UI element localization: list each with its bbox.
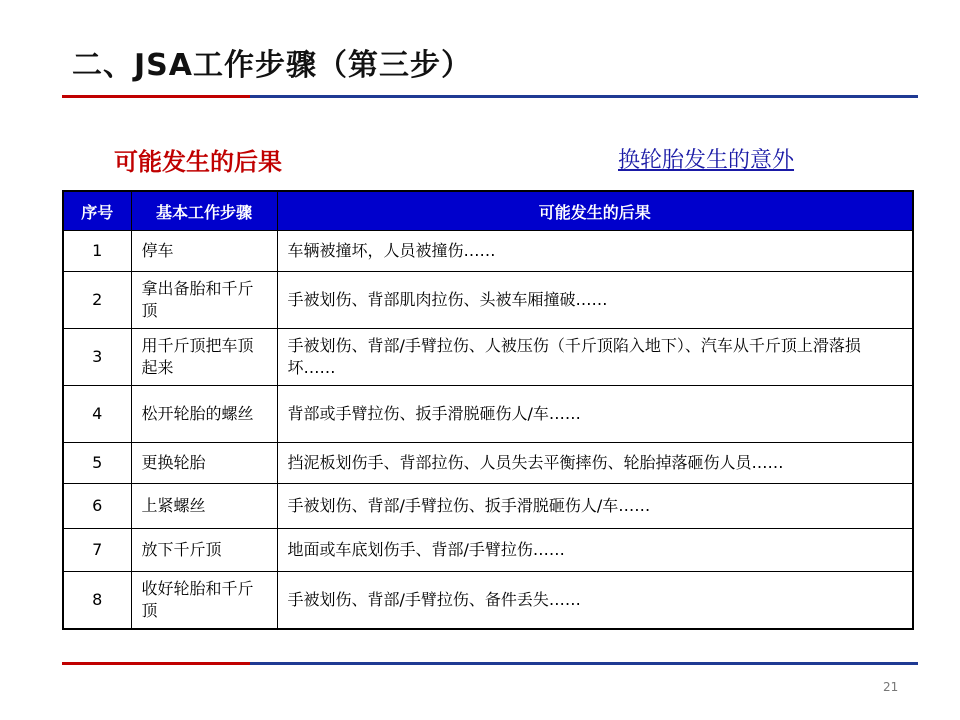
page-number: 21: [883, 680, 899, 694]
row-number: 3: [63, 329, 131, 386]
table-row: [63, 443, 913, 484]
row-consequence: 手被划伤、背部/手臂拉伤、人被压伤（千斤顶陷入地下）、汽车从千斤顶上滑落损坏……: [277, 329, 913, 386]
row-step: 用千斤顶把车顶起来: [131, 329, 277, 386]
row-number: 2: [63, 272, 131, 329]
table-header-row: [63, 191, 913, 231]
table-row: [63, 272, 913, 329]
row-consequence: 地面或车底划伤手、背部/手臂拉伤……: [277, 529, 913, 572]
table-row: [63, 529, 913, 572]
row-number: 8: [63, 572, 131, 630]
header-consequence: 可能发生的后果: [277, 191, 913, 231]
row-consequence: 车辆被撞坏，人员被撞伤……: [277, 231, 913, 272]
title-underline-blue: [250, 95, 918, 98]
row-step: 上紧螺丝: [131, 484, 277, 529]
jsa-table: [62, 190, 914, 630]
row-step: 松开轮胎的螺丝: [131, 386, 277, 443]
row-number: 5: [63, 443, 131, 484]
table-row: [63, 484, 913, 529]
row-step: 停车: [131, 231, 277, 272]
footer-rule-red: [62, 662, 250, 665]
row-step: 拿出备胎和千斤顶: [131, 272, 277, 329]
table-row: [63, 231, 913, 272]
row-number: 7: [63, 529, 131, 572]
table-row: [63, 386, 913, 443]
title-underline: [62, 95, 918, 98]
row-step: 收好轮胎和千斤顶: [131, 572, 277, 630]
row-step: 放下千斤顶: [131, 529, 277, 572]
row-consequence: 挡泥板划伤手、背部拉伤、人员失去平衡摔伤、轮胎掉落砸伤人员……: [277, 443, 913, 484]
row-consequence: 手被划伤、背部/手臂拉伤、扳手滑脱砸伤人/车……: [277, 484, 913, 529]
row-number: 4: [63, 386, 131, 443]
row-number: 6: [63, 484, 131, 529]
header-step: 基本工作步骤: [131, 191, 277, 231]
row-consequence: 手被划伤、背部肌肉拉伤、头被车厢撞破……: [277, 272, 913, 329]
row-consequence: 背部或手臂拉伤、扳手滑脱砸伤人/车……: [277, 386, 913, 443]
header-number: 序号: [63, 191, 131, 231]
tire-change-accident-link[interactable]: 换轮胎发生的意外: [618, 148, 795, 173]
table-row: [63, 572, 913, 630]
title-underline-red: [62, 95, 250, 98]
footer-rule: [62, 662, 918, 665]
row-consequence: 手被划伤、背部/手臂拉伤、备件丢失……: [277, 572, 913, 630]
slide-title: 二、JSA工作步骤（第三步）: [72, 48, 472, 83]
row-number: 1: [63, 231, 131, 272]
footer-rule-blue: [250, 662, 918, 665]
section-subheading: 可能发生的后果: [114, 148, 282, 176]
table-row: [63, 329, 913, 386]
row-step: 更换轮胎: [131, 443, 277, 484]
